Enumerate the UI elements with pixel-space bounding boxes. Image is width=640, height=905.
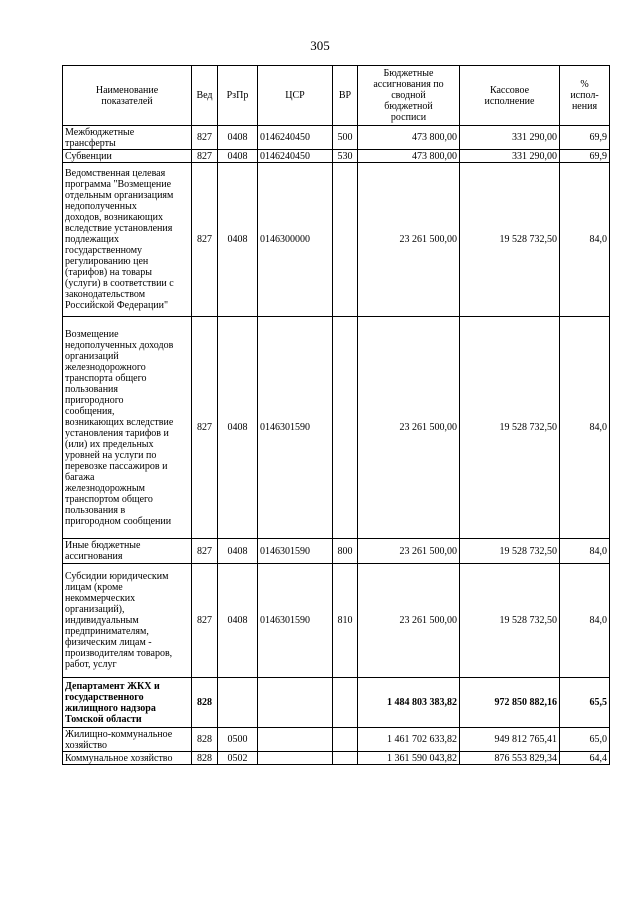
header-rzpr: РзПр — [218, 66, 258, 126]
row-csr — [258, 678, 333, 728]
row-ved: 827 — [192, 564, 218, 678]
row-cash: 331 290,00 — [460, 126, 560, 150]
row-budget: 473 800,00 — [358, 126, 460, 150]
row-budget: 23 261 500,00 — [358, 564, 460, 678]
header-budget: Бюджетные ассигнования по сводной бюджетной росписи — [358, 66, 460, 126]
row-name: Коммунальное хозяйство — [63, 752, 192, 765]
header-vr: ВР — [333, 66, 358, 126]
row-budget: 23 261 500,00 — [358, 163, 460, 317]
header-cash: Кассовое исполнение — [460, 66, 560, 126]
row-cash: 19 528 732,50 — [460, 317, 560, 539]
row-percent: 69,9 — [560, 126, 610, 150]
budget-execution-table — [62, 65, 610, 765]
row-vr — [333, 728, 358, 752]
row-cash: 949 812 765,41 — [460, 728, 560, 752]
row-vr: 810 — [333, 564, 358, 678]
table-row — [63, 752, 610, 765]
row-name: Субвенции — [63, 150, 192, 163]
table-row — [63, 728, 610, 752]
row-percent: 84,0 — [560, 539, 610, 564]
row-vr: 800 — [333, 539, 358, 564]
row-rzpr: 0408 — [218, 150, 258, 163]
row-name: Возмещение недополученных доходов организаций железнодорожного транспорта общего пользования пригородного сообщения, возникающих вследствие установления тарифов и (или) их предельных уровней на услуги по перевозке пассажиров и багажа железнодорожным транспортом общего пользования в пригородном сообщении — [63, 317, 192, 539]
row-name: Жилищно-коммунальное хозяйство — [63, 728, 192, 752]
row-name: Межбюджетные трансферты — [63, 126, 192, 150]
row-cash: 972 850 882,16 — [460, 678, 560, 728]
row-name: Иные бюджетные ассигнования — [63, 539, 192, 564]
row-name: Субсидии юридическим лицам (кроме некоммерческих организаций), индивидуальным предпринимателям, физическим лицам - производителям товаров, работ, услуг — [63, 564, 192, 678]
row-name: Ведомственная целевая программа "Возмещение отдельным организациям недополученных доходов, возникающих вследствие установления подлежащих государственному регулированию цен (тарифов) на товары (услуги) в соответствии с законодательством Российской Федерации" — [63, 163, 192, 317]
table-row — [63, 163, 610, 317]
table-row — [63, 126, 610, 150]
table-row — [63, 150, 610, 163]
row-ved: 827 — [192, 539, 218, 564]
table-row — [63, 564, 610, 678]
table-row — [63, 539, 610, 564]
row-rzpr: 0408 — [218, 126, 258, 150]
row-vr — [333, 752, 358, 765]
row-cash: 19 528 732,50 — [460, 539, 560, 564]
row-vr — [333, 678, 358, 728]
row-ved: 827 — [192, 150, 218, 163]
header-name: Наименование показателей — [63, 66, 192, 126]
row-ved: 828 — [192, 678, 218, 728]
row-budget: 1 461 702 633,82 — [358, 728, 460, 752]
table-header-row — [63, 66, 610, 126]
row-budget: 23 261 500,00 — [358, 539, 460, 564]
row-budget: 1 361 590 043,82 — [358, 752, 460, 765]
row-rzpr — [218, 678, 258, 728]
row-rzpr: 0408 — [218, 317, 258, 539]
row-rzpr: 0408 — [218, 564, 258, 678]
row-ved: 828 — [192, 728, 218, 752]
row-vr — [333, 317, 358, 539]
row-percent: 65,5 — [560, 678, 610, 728]
header-csr: ЦСР — [258, 66, 333, 126]
row-vr: 530 — [333, 150, 358, 163]
row-percent: 84,0 — [560, 564, 610, 678]
row-cash: 19 528 732,50 — [460, 163, 560, 317]
row-ved: 827 — [192, 163, 218, 317]
row-cash: 331 290,00 — [460, 150, 560, 163]
row-rzpr: 0408 — [218, 539, 258, 564]
row-percent: 64,4 — [560, 752, 610, 765]
row-rzpr: 0502 — [218, 752, 258, 765]
row-csr: 0146240450 — [258, 150, 333, 163]
row-budget: 23 261 500,00 — [358, 317, 460, 539]
row-csr: 0146300000 — [258, 163, 333, 317]
row-vr: 500 — [333, 126, 358, 150]
row-name: Департамент ЖКХ и государственного жилищного надзора Томской области — [63, 678, 192, 728]
table-row — [63, 678, 610, 728]
page-number: 305 — [310, 38, 330, 53]
row-cash: 19 528 732,50 — [460, 564, 560, 678]
header-ved: Вед — [192, 66, 218, 126]
row-ved: 828 — [192, 752, 218, 765]
row-csr: 0146301590 — [258, 539, 333, 564]
row-rzpr: 0500 — [218, 728, 258, 752]
row-csr — [258, 752, 333, 765]
row-ved: 827 — [192, 126, 218, 150]
table-row — [63, 317, 610, 539]
row-csr: 0146240450 — [258, 126, 333, 150]
row-ved: 827 — [192, 317, 218, 539]
header-percent: % испол- нения — [560, 66, 610, 126]
row-csr: 0146301590 — [258, 317, 333, 539]
row-budget: 1 484 803 383,82 — [358, 678, 460, 728]
row-percent: 65,0 — [560, 728, 610, 752]
row-budget: 473 800,00 — [358, 150, 460, 163]
row-cash: 876 553 829,34 — [460, 752, 560, 765]
row-percent: 69,9 — [560, 150, 610, 163]
row-csr: 0146301590 — [258, 564, 333, 678]
row-vr — [333, 163, 358, 317]
row-csr — [258, 728, 333, 752]
row-percent: 84,0 — [560, 163, 610, 317]
row-rzpr: 0408 — [218, 163, 258, 317]
row-percent: 84,0 — [560, 317, 610, 539]
